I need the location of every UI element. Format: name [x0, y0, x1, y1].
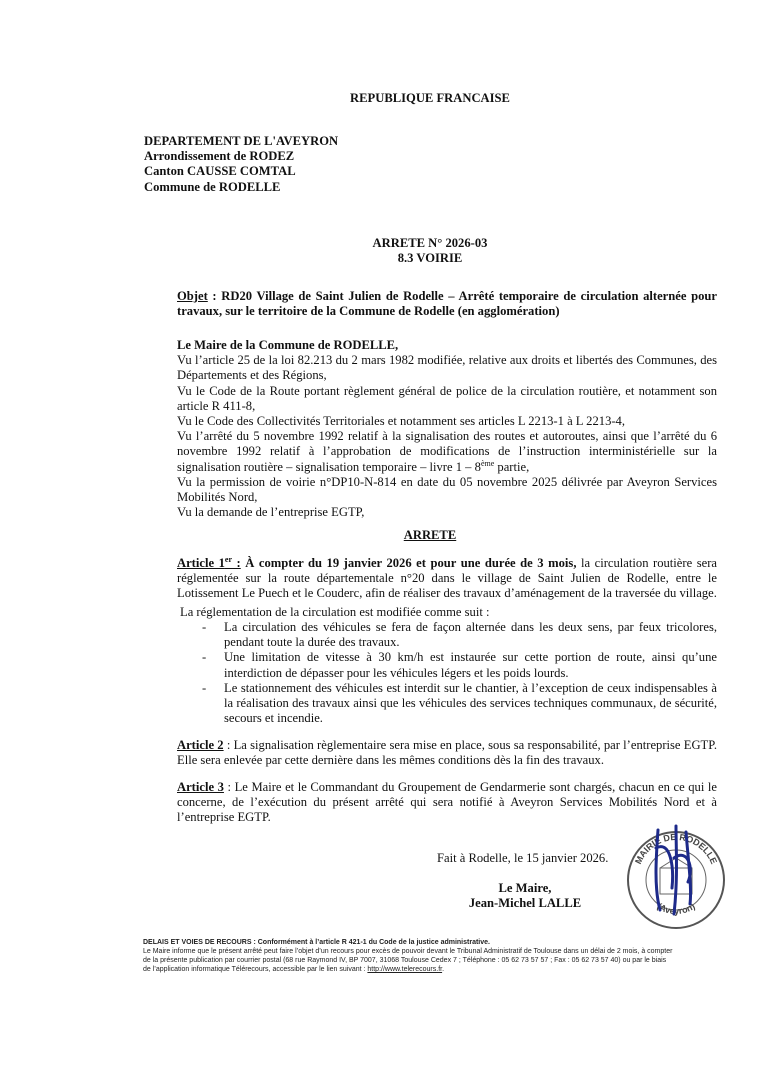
vu-item: Vu la demande de l’entreprise EGTP, — [177, 505, 365, 520]
canton-line: Canton CAUSSE COMTAL — [144, 164, 296, 179]
article-3-label: Article 3 — [177, 780, 224, 794]
article-1-text: la circulation routière sera réglementée sur la route départementale n°20 dans le village de Saint Julien de Rodelle, entre le Lotissement Le Puech et le Couderc, afin de réaliser des travaux d’aménagement de la traversée du village. — [177, 556, 717, 601]
place-date: Fait à Rodelle, le 15 janvier 2026. — [437, 851, 609, 865]
article-1-period: À compter du 19 janvier 2026 et pour une durée de 3 mois, — [240, 556, 577, 570]
vu-item: Vu l’arrêté du 5 novembre 1992 relatif à la signalisation des routes et autoroutes, ainsi que l’arrêté du 6 novembre 1992 relatif à l’approbation de modifications de l’instruction interministérielle sur la signalisation routière – signalisation temporaire – livre 1 – 8ème partie, — [177, 429, 717, 474]
arrete-category: 8.3 VOIRIE — [397, 251, 463, 266]
regulation-list — [202, 620, 717, 726]
svg-text:MAIRIE DE RODELLE: MAIRIE DE RODELLE — [633, 831, 719, 866]
objet-text: RD20 Village de Saint Julien de Rodelle – Arrêté temporaire de circulation alternée pour travaux, sur le territoire de la Commune de Rodelle (en agglomération) — [177, 289, 717, 319]
list-item: - La circulation des véhicules se fera de façon alternée dans les deux sens, par feux tricolores, pendant toute la durée des travaux. — [202, 620, 717, 650]
mayor-role: Le Maire, — [498, 881, 552, 895]
article-3: Article 3 : Le Maire et le Commandant du Groupement de Gendarmerie sont chargés, chacun en ce qui le concerne, de l’exécution du présent arrêté qui sera notifié à Aveyron Services Mobilités Nord et à l’entreprise EGTP. — [177, 780, 717, 825]
legal-footer — [143, 938, 743, 974]
footer-line: Le Maire informe que le présent arrêté peut faire l’objet d’un recours pour excès de pouvoir devant le Tribunal Administratif de Toulouse dans un délai de 2 mois, à compter — [143, 948, 673, 955]
preamble — [177, 338, 717, 520]
decision-title: ARRETE — [403, 528, 457, 542]
arrete-heading — [330, 236, 530, 266]
article-1-label: Article 1er : — [177, 554, 241, 570]
regulation-intro: La réglementation de la circulation est modifiée comme suit : — [180, 605, 490, 619]
vu-item: Vu l’article 25 de la loi 82.213 du 2 mars 1982 modifiée, relative aux droits et libertés des Communes, des Départements et des Régions, — [177, 353, 717, 383]
preamble-title: Le Maire de la Commune de RODELLE, — [177, 338, 399, 352]
footer-line: de l’application informatique Télérecours, accessible par le lien suivant : http://www.telerecours.fr. — [143, 966, 445, 973]
vu-item: Vu le Code de la Route portant règlement général de police de la circulation routière, et notamment son article R 411-8, — [177, 383, 717, 413]
list-item: - Le stationnement des véhicules est interdit sur le chantier, à l’exception de ceux indispensables à la réalisation des travaux ainsi que les véhicules des services techniques communaux, de sécurité, secours et incendie. — [202, 680, 717, 726]
telerecours-link[interactable]: http://www.telerecours.fr — [367, 966, 443, 973]
article-1 — [177, 556, 717, 602]
arrete-number: ARRETE N° 2026-03 — [372, 236, 488, 250]
header-republic: REPUBLIQUE FRANCAISE — [350, 91, 510, 105]
footer-title: DELAIS ET VOIES DE RECOURS : Conformément à l’article R 421-1 du Code de la justice administrative. — [143, 939, 490, 946]
vu-item: Vu la permission de voirie n°DP10-N-814 en date du 05 novembre 2025 délivrée par Aveyron Services Mobilités Nord, — [177, 474, 717, 505]
svg-text:(Aveyron): (Aveyron) — [655, 901, 697, 917]
mayor-stamp-icon — [616, 818, 736, 938]
department-line: DEPARTEMENT DE L'AVEYRON — [144, 134, 339, 148]
vu-item: Vu le Code des Collectivités Territoriales et notamment ses articles L 2213-1 à L 2213-4, — [177, 414, 626, 429]
signature-block — [440, 881, 610, 911]
article-2: Article 2 : La signalisation règlementaire sera mise en place, sous sa responsabilité, par l’entreprise EGTP. Elle sera enlevée par cette dernière dans les mêmes conditions dès la fin des travaux. — [177, 738, 717, 768]
article-3-text: Le Maire et le Commandant du Groupement de Gendarmerie sont chargés, chacun en ce qui le concerne, de l’exécution du présent arrêté qui sera notifié à Aveyron Services Mobilités Nord et à l’entreprise EGTP. — [177, 780, 717, 825]
list-item: - Une limitation de vitesse à 30 km/h est instaurée sur cette portion de route, ainsi qu’une interdiction de dépasser pour les véhicules légers et les poids lourds. — [202, 650, 717, 680]
article-2-label: Article 2 — [177, 738, 224, 752]
mayor-name: Jean-Michel LALLE — [468, 896, 582, 911]
footer-line: de la présente publication par courrier postal (68 rue Raymond IV, BP 7007, 31068 Toulouse Cedex 7 ; Téléphone : 05 62 73 57 57 ; Fax : 05 62 73 57 40) ou par le biais — [143, 957, 667, 964]
commune-line: Commune de RODELLE — [144, 179, 281, 194]
objet-paragraph: Objet : RD20 Village de Saint Julien de Rodelle – Arrêté temporaire de circulation alternée pour travaux, sur le territoire de la Commune de Rodelle (en agglomération) — [177, 289, 717, 319]
objet-label: Objet — [177, 289, 208, 303]
arrondissement-line: Arrondissement de RODEZ — [144, 149, 295, 164]
department-block — [144, 134, 338, 195]
article-2-text: La signalisation règlementaire sera mise en place, sous sa responsabilité, par l’entreprise EGTP. Elle sera enlevée par cette dernière dans les mêmes conditions dès la fin des travaux. — [177, 738, 717, 768]
